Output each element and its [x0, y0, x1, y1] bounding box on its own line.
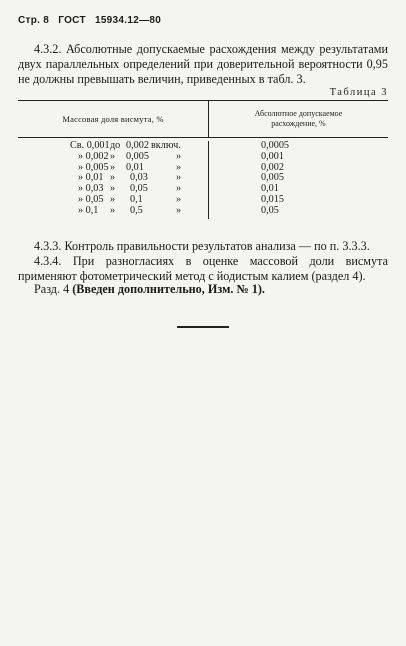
amendment-prefix: Разд. 4: [34, 282, 73, 296]
range-to-word: »: [110, 150, 116, 162]
range-to: 0,01: [126, 161, 144, 173]
range-inclusive: »: [176, 172, 182, 184]
range-from: » 0,002: [78, 150, 109, 162]
tolerance-table: [18, 100, 388, 219]
range-to: 0,002: [126, 140, 149, 151]
range-to-word: »: [110, 172, 116, 184]
tolerance-value: 0,001: [261, 150, 284, 162]
page-number: Стр. 8: [18, 15, 50, 26]
range-to: 0,5: [130, 204, 143, 216]
paragraph-4-3-3: 4.3.3. Контроль правильности результатов анализа — по п. 3.3.3.: [34, 239, 370, 253]
table-cell: [209, 173, 388, 184]
table-row: [18, 206, 208, 217]
gost-label: ГОСТ: [58, 15, 86, 26]
header-tolerance: [209, 101, 388, 137]
table-cell: [209, 184, 388, 195]
range-column: [18, 141, 209, 219]
tolerance-value: 0,015: [261, 193, 284, 205]
range-from: » 0,01: [78, 172, 104, 184]
range-from: » 0,1: [78, 204, 99, 216]
range-from: » 0,05: [78, 193, 104, 205]
header-tolerance-line1: Абсолютное допускаемое: [254, 109, 343, 118]
range-to-word: до: [110, 140, 121, 151]
range-inclusive: »: [176, 204, 182, 216]
gost-number: 15934.12—80: [94, 15, 162, 26]
range-from: » 0,03: [78, 183, 104, 195]
table-body: [18, 138, 388, 219]
range-to: 0,05: [130, 183, 148, 195]
range-inclusive: »: [176, 193, 182, 205]
table-cell: [209, 206, 388, 217]
tolerance-value: 0,002: [261, 161, 284, 173]
range-to-word: »: [110, 204, 116, 216]
range-from: » 0,005: [78, 161, 109, 173]
tolerance-value: 0,01: [261, 183, 279, 195]
range-inclusive: включ.: [151, 140, 181, 151]
table-row: [18, 152, 208, 163]
page-header: [18, 15, 167, 26]
range-to-word: »: [110, 183, 116, 195]
header-bismuth-fraction: Массовая доля висмута, %: [18, 101, 209, 137]
table-cell: [209, 141, 388, 152]
paragraph-4-3-2: 4.3.2. Абсолютные допускаемые расхождения между результатами двух параллельных определений при доверительной вероятности 0,95 не должны превышать величин, приведенных в табл. 3.: [18, 42, 388, 86]
range-inclusive: »: [176, 183, 182, 195]
range-inclusive: »: [176, 161, 182, 173]
table-cell: [209, 163, 388, 174]
range-to-word: »: [110, 193, 116, 205]
table-caption: Таблица 3: [329, 87, 388, 98]
tolerance-value: 0,005: [261, 172, 284, 184]
range-to: 0,03: [130, 172, 148, 184]
range-to: 0,005: [126, 150, 149, 162]
table-cell: [209, 152, 388, 163]
amendment-text: (Введен дополнительно, Изм. № 1).: [72, 282, 265, 296]
range-from: Св. 0,001: [70, 140, 110, 151]
tolerance-value: 0,0005: [261, 140, 290, 151]
range-to: 0,1: [130, 193, 143, 205]
tolerance-column: [209, 141, 388, 219]
range-inclusive: »: [176, 150, 182, 162]
paragraph-4-3-4: 4.3.4. При разногласиях в оценке массовой доли висмута применяют фотометрический метод с йодистым калием (раздел 4).: [18, 254, 388, 283]
amendment-note: [18, 282, 388, 297]
table-header: [18, 101, 388, 138]
tolerance-value: 0,05: [261, 204, 279, 216]
table-cell: [209, 195, 388, 206]
section-divider: [177, 326, 229, 328]
header-tolerance-line2: расхождение, %: [271, 119, 326, 128]
range-to-word: »: [110, 161, 116, 173]
